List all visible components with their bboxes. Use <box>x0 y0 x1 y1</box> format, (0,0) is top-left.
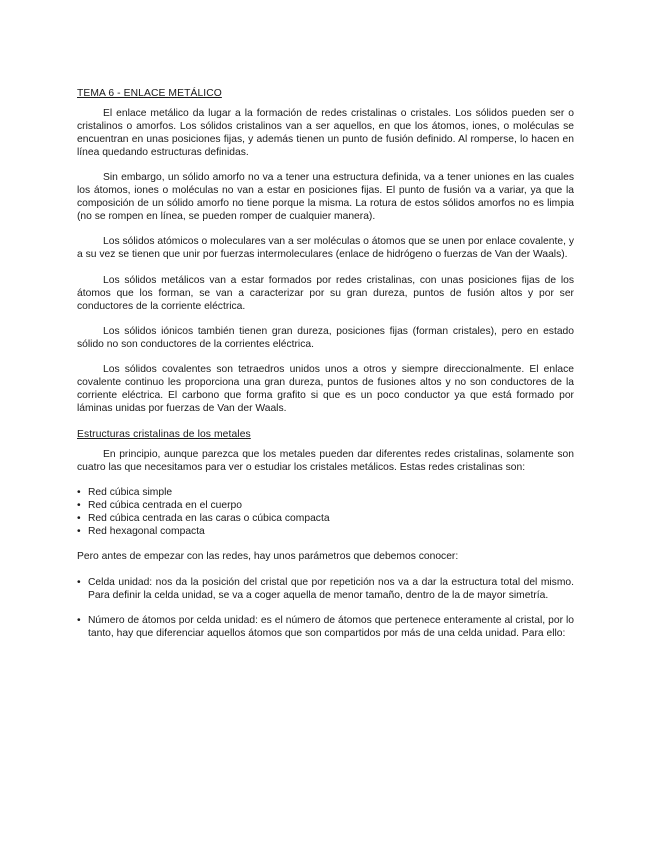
list-item: • Celda unidad: nos da la posición del cristal que por repetición nos va a dar la estructura total del mismo. Para definir la celda unidad, se va a coger aquella de menor tamaño, dentro de la de mayor simetría. <box>77 577 574 603</box>
document-page <box>77 88 574 654</box>
list-item: • Red cúbica centrada en las caras o cúbica compacta <box>77 513 574 526</box>
list-item: • Red cúbica centrada en el cuerpo <box>77 500 574 513</box>
section-heading: Estructuras cristalinas de los metales <box>77 428 251 440</box>
paragraph-intro-5: Los sólidos iónicos también tienen gran dureza, posiciones fijas (forman cristales), pero en estado sólido no son conductores de la corrientes eléctrica. <box>77 326 574 350</box>
list-item: • Red hexagonal compacta <box>77 526 574 539</box>
paragraph-intro-4: Los sólidos metálicos van a estar formados por redes cristalinas, con unas posiciones fijas de los átomos que los forman, se van a caracterizar por su gran dureza, puntos de fusión altos y por ser conductores de la corriente eléctrica. <box>77 274 574 312</box>
parameters-list <box>77 577 574 641</box>
list-item: • Red cúbica simple <box>77 487 574 500</box>
structures-list <box>77 487 574 539</box>
list-item: • Número de átomos por celda unidad: es el número de átomos que pertenece enteramente al cristal, por lo tanto, hay que diferenciar aquellos átomos que son compartidos por más de una celda unidad. Para ello: <box>77 615 574 641</box>
section-intro: En principio, aunque parezca que los metales pueden dar diferentes redes cristalinas, solamente son cuatro las que necesitamos para ver o estudiar los cristales metálicos. Estas redes cristalinas son: <box>77 448 574 473</box>
params-intro: Pero antes de empezar con las redes, hay unos parámetros que debemos conocer: <box>77 551 459 563</box>
paragraph-intro-2: Sin embargo, un sólido amorfo no va a tener una estructura definida, va a tener uniones en las cuales los átomos, iones o moléculas no van a estar en posiciones fijas. El punto de fusión va a variar, ya que la composición de un sólido amorfo no tiene porque la misma. La rotura de estos sólidos amorfos no es limpia (no se rompen en línea, se pueden romper de cualquier manera). <box>77 172 574 222</box>
paragraph-intro-6: Los sólidos covalentes son tetraedros unidos unos a otros y siempre direccionalmente. El enlace covalente continuo les proporciona una gran dureza, puntos de fusiones altos y no son conductores de la corriente eléctrica. El carbono que forma grafito si que es un poco conductor ya que está formado por láminas unidas por fuerzas de Van der Waals. <box>77 364 574 415</box>
paragraph-intro-3: Los sólidos atómicos o moleculares van a ser moléculas o átomos que se unen por enlace covalente, y a su vez se tienen que unir por fuerzas intermoleculares (enlace de hidrógeno o fuerzas de Van der Waals). <box>77 236 574 261</box>
paragraph-intro-1: El enlace metálico da lugar a la formación de redes cristalinas o cristales. Los sólidos pueden ser o cristalinos o amorfos. Los sólidos cristalinos van a ser aquellos, en que los átomos, iones, o moléculas se encuentran en unas posiciones fijas, y además tienen un punto de fusión definido. Al romperse, lo hacen en línea quedando estructuras definidas. <box>77 107 574 158</box>
page-title: TEMA 6 - ENLACE METÁLICO <box>77 88 222 99</box>
